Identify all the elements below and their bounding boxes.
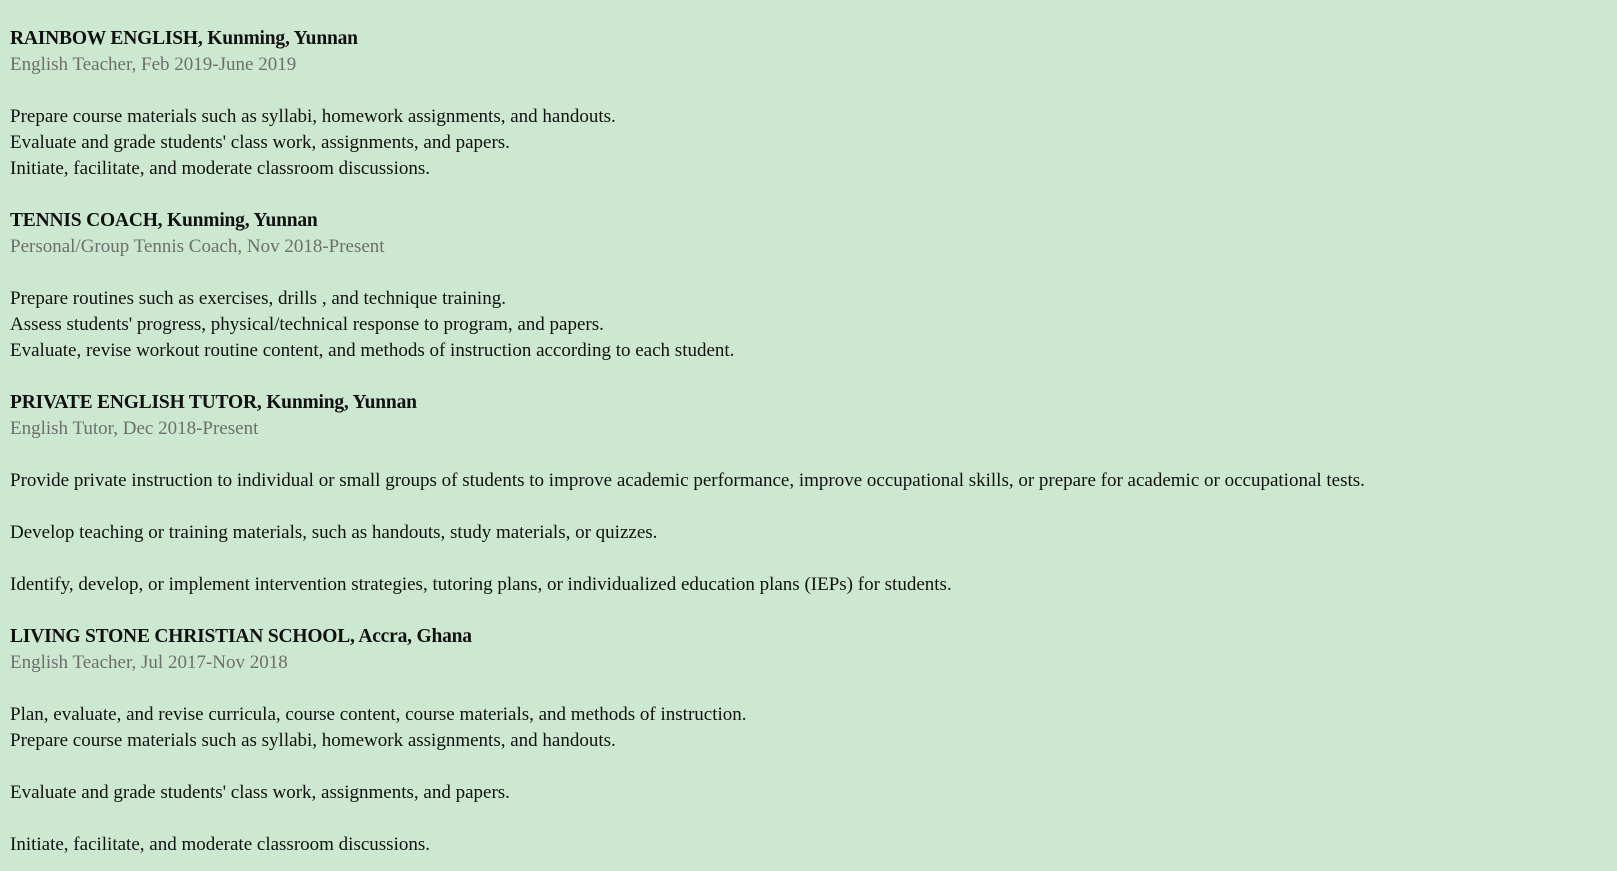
job-duty: Provide private instruction to individual or small groups of students to improve academic performance, improve occupational skills, or prepare for academic or occupational tests.	[10, 470, 1365, 491]
job-duty: Evaluate and grade students' class work, assignments, and papers.	[10, 132, 510, 153]
job-role: English Teacher, Feb 2019-June 2019	[10, 54, 297, 75]
job-role: English Tutor, Dec 2018-Present	[10, 418, 259, 439]
job-organization: RAINBOW ENGLISH, Kunming, Yunnan	[10, 28, 358, 49]
job-duty: Identify, develop, or implement intervention strategies, tutoring plans, or individualized education plans (IEPs) for students.	[10, 574, 952, 595]
job-duty: Develop teaching or training materials, such as handouts, study materials, or quizzes.	[10, 522, 658, 543]
job-duty: Initiate, facilitate, and moderate classroom discussions.	[10, 834, 430, 855]
job-duty: Evaluate, revise workout routine content, and methods of instruction according to each student.	[10, 340, 735, 361]
job-duty: Assess students' progress, physical/technical response to program, and papers.	[10, 314, 604, 335]
job-organization: LIVING STONE CHRISTIAN SCHOOL, Accra, Ghana	[10, 626, 472, 647]
job-entry	[10, 26, 1600, 208]
job-role: Personal/Group Tennis Coach, Nov 2018-Present	[10, 236, 385, 257]
job-duty: Prepare course materials such as syllabi, homework assignments, and handouts.	[10, 730, 616, 751]
job-organization: PRIVATE ENGLISH TUTOR, Kunming, Yunnan	[10, 392, 417, 413]
job-duty: Initiate, facilitate, and moderate classroom discussions.	[10, 158, 430, 179]
job-duty: Evaluate and grade students' class work, assignments, and papers.	[10, 782, 510, 803]
work-experience-section	[10, 26, 1600, 858]
job-duty: Prepare routines such as exercises, drills , and technique training.	[10, 288, 506, 309]
job-organization: TENNIS COACH, Kunming, Yunnan	[10, 210, 318, 231]
job-entry	[10, 390, 1600, 624]
job-role: English Teacher, Jul 2017-Nov 2018	[10, 652, 288, 673]
job-entry	[10, 208, 1600, 390]
job-duty: Prepare course materials such as syllabi, homework assignments, and handouts.	[10, 106, 616, 127]
job-entry	[10, 624, 1600, 858]
job-duty: Plan, evaluate, and revise curricula, course content, course materials, and methods of instruction.	[10, 704, 747, 725]
